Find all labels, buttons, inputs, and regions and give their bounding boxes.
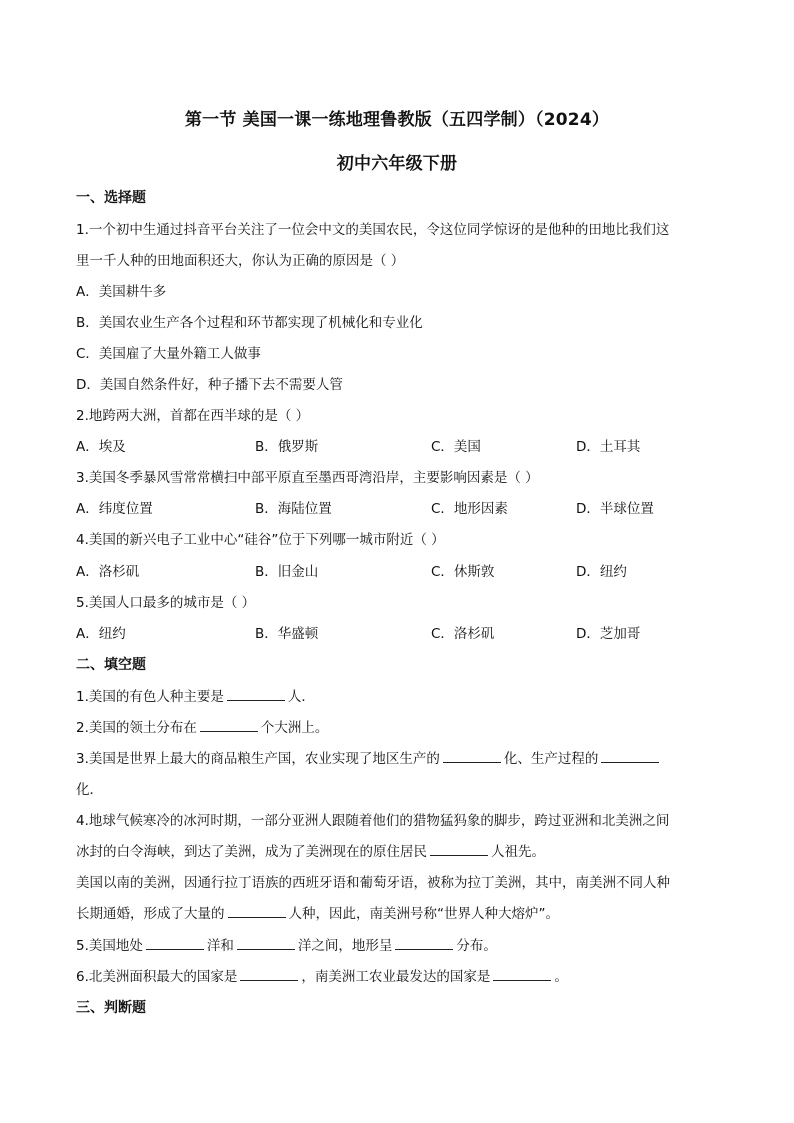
answer-blank[interactable] — [146, 937, 204, 950]
question-1-option-c: C．美国雇了大量外籍工人做事 — [76, 346, 261, 362]
question-4-option-b: B．旧金山 — [255, 564, 319, 580]
fill-question-6: 6.北美洲面积最大的国家是 ，南美洲工农业最发达的国家是 。 — [76, 969, 568, 985]
question-2-option-b: B．俄罗斯 — [255, 439, 319, 455]
section-heading-choice: 一、选择题 — [76, 190, 146, 206]
fill-question-2: 2.美国的领土分布在 个大洲上。 — [76, 720, 329, 736]
question-3-option-d: D．半球位置 — [576, 501, 654, 517]
question-2-option-a: A．埃及 — [76, 439, 126, 455]
question-1-option-a: A．美国耕牛多 — [76, 284, 167, 300]
fill-question-1: 1.美国的有色人种主要是 人． — [76, 689, 315, 705]
fill-question-4-line4: 长期通婚，形成了大量的 人种，因此，南美洲号称“世界人种大熔炉”。 — [76, 906, 559, 922]
fill-question-3-line1: 3.美国是世界上最大的商品粮生产国，农业实现了地区生产的 化、生产过程的 — [76, 747, 662, 767]
answer-blank[interactable] — [443, 750, 501, 763]
fill-question-4-line3: 美国以南的美洲，因通行拉丁语族的西班牙语和葡萄牙语，被称为拉丁美洲，其中，南美洲不同人种 — [76, 875, 670, 891]
answer-blank[interactable] — [227, 688, 285, 701]
question-4-option-d: D．纽约 — [576, 564, 627, 580]
answer-blank[interactable] — [228, 905, 286, 918]
fill-question-3-line2: 化． — [76, 782, 103, 798]
question-5-option-b: B．华盛顿 — [255, 626, 319, 642]
question-5-option-d: D．芝加哥 — [576, 626, 641, 642]
answer-blank[interactable] — [237, 937, 295, 950]
section-heading-judge: 三、判断题 — [76, 1000, 146, 1016]
question-3-stem: 3.美国冬季暴风雪常常横扫中部平原直至墨西哥湾沿岸，主要影响因素是（ ） — [76, 470, 539, 486]
question-1-option-d: D．美国自然条件好，种子播下去不需要人管 — [76, 377, 343, 393]
answer-blank[interactable] — [395, 937, 453, 950]
question-1-stem-line1: 1.一个初中生通过抖音平台关注了一位会中文的美国农民，令这位同学惊讶的是他种的田地比我们这 — [76, 222, 670, 238]
answer-blank[interactable] — [240, 968, 298, 981]
question-4-stem: 4.美国的新兴电子工业中心“硅谷”位于下列哪一城市附近（ ） — [76, 532, 445, 548]
answer-blank[interactable] — [200, 719, 258, 732]
answer-blank[interactable] — [493, 968, 551, 981]
question-4-option-a: A．洛杉矶 — [76, 564, 140, 580]
answer-blank[interactable] — [430, 843, 488, 856]
fill-question-5: 5.美国地处 洋和 洋之间，地形呈 分布。 — [76, 938, 497, 954]
fill-question-4-line1: 4.地球气候寒冷的冰河时期，一部分亚洲人跟随着他们的猎物猛犸象的脚步，跨过亚洲和北美洲之间 — [76, 813, 670, 829]
page-title: 第一节 美国一课一练地理鲁教版（五四学制）（2024） — [184, 110, 610, 130]
question-2-option-c: C．美国 — [431, 439, 481, 455]
fill-question-4-line2: 冰封的白令海峡，到达了美洲，成为了美洲现在的原住居民 人祖先。 — [76, 844, 545, 860]
page-subtitle: 初中六年级下册 — [336, 154, 458, 174]
question-3-option-a: A．纬度位置 — [76, 501, 153, 517]
question-5-option-c: C．洛杉矶 — [431, 626, 495, 642]
question-2-option-d: D．土耳其 — [576, 439, 641, 455]
answer-blank[interactable] — [601, 750, 659, 763]
question-5-option-a: A．纽约 — [76, 626, 126, 642]
question-3-option-b: B．海陆位置 — [255, 501, 332, 517]
question-2-stem: 2.地跨两大洲，首都在西半球的是（ ） — [76, 408, 310, 424]
section-heading-fill: 二、填空题 — [76, 657, 146, 673]
question-3-option-c: C．地形因素 — [431, 501, 508, 517]
question-5-stem: 5.美国人口最多的城市是（ ） — [76, 595, 256, 611]
question-1-stem-line2: 里一千人种的田地面积还大，你认为正确的原因是（ ） — [76, 253, 405, 269]
question-1-option-b: B．美国农业生产各个过程和环节都实现了机械化和专业化 — [76, 315, 423, 331]
question-4-option-c: C．休斯敦 — [431, 564, 495, 580]
